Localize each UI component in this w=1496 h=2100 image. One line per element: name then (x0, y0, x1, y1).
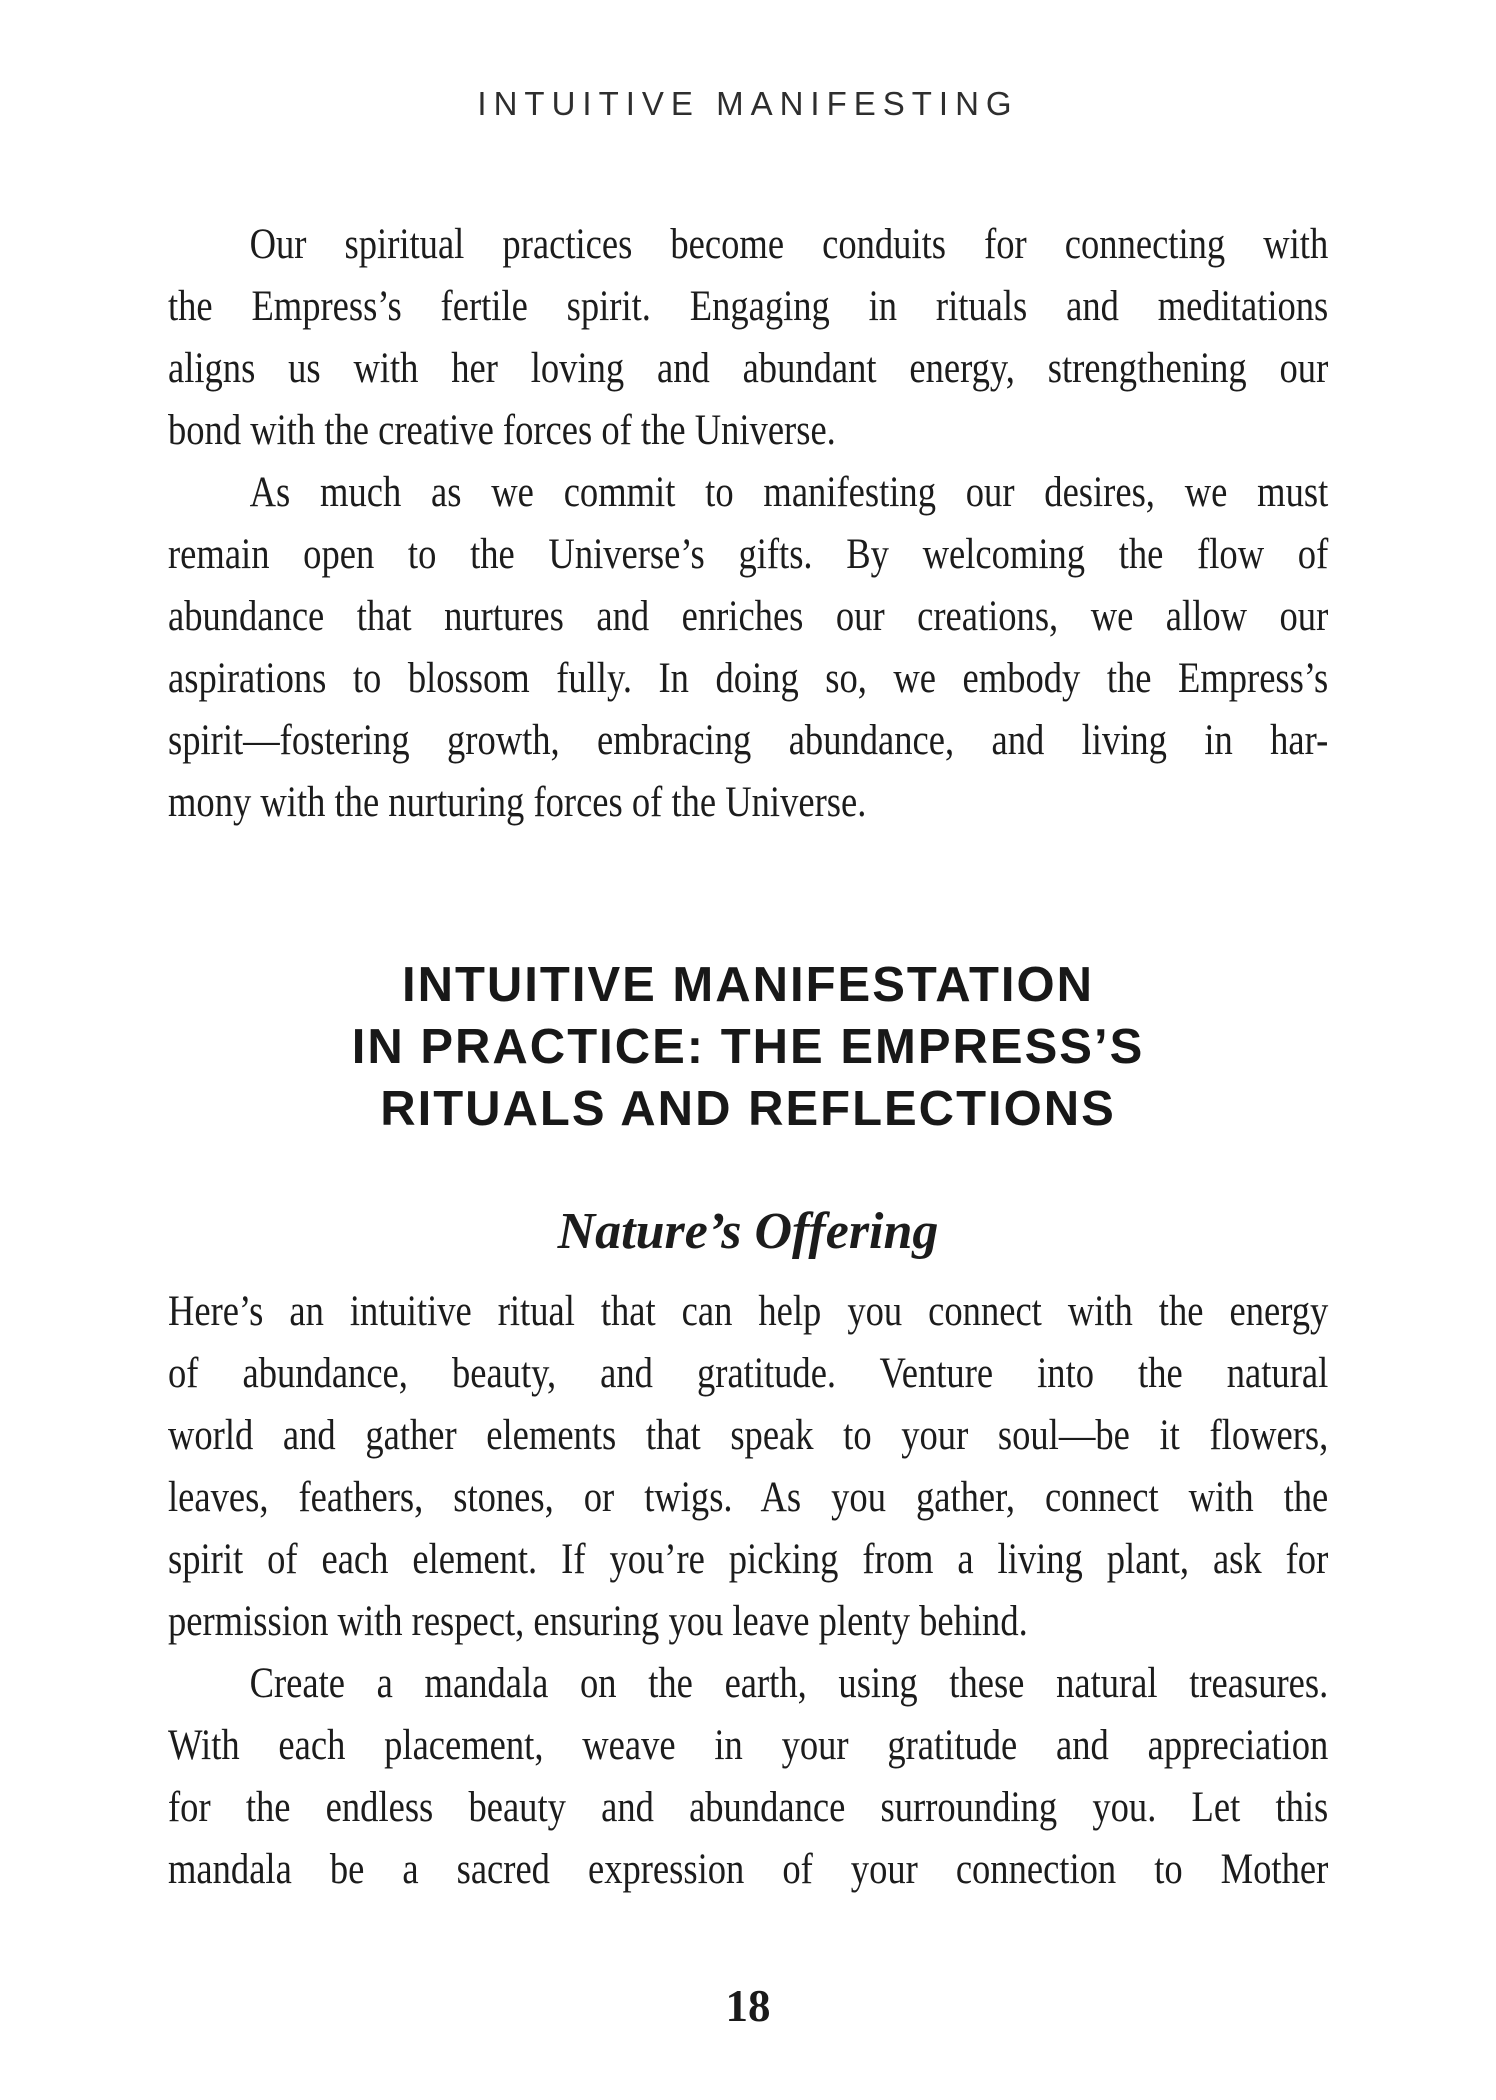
text-line: aspirations to blossom fully. In doing so, we embody the Empress’s (168, 655, 1329, 702)
body-text-top (168, 214, 1328, 834)
text-line: for the endless beauty and abundance surrounding you. Let this (168, 1784, 1329, 1831)
text-line: permission with respect, ensuring you leave plenty behind. (168, 1598, 1028, 1645)
paragraph (168, 214, 1328, 462)
text-line: remain open to the Universe’s gifts. By welcoming the flow of (168, 531, 1329, 578)
section-heading (0, 954, 1496, 1140)
text-line: Here’s an intuitive ritual that can help you connect with the energy (168, 1288, 1329, 1335)
paragraph (168, 1653, 1328, 1901)
text-line: With each placement, weave in your gratitude and appreciation (168, 1722, 1329, 1769)
body-text-bottom-lines (168, 1281, 1328, 1901)
text-line: As much as we commit to manifesting our desires, we must (249, 469, 1329, 516)
paragraph (168, 1281, 1328, 1653)
text-line: Our spiritual practices become conduits for connecting with (249, 221, 1329, 268)
subsection-heading: Nature’s Offering (557, 1203, 939, 1260)
body-text-top-lines (168, 214, 1328, 834)
text-line: the Empress’s fertile spirit. Engaging in rituals and meditations (168, 283, 1329, 330)
running-header: INTUITIVE MANIFESTING (477, 85, 1019, 122)
section-heading-line: IN PRACTICE: THE EMPRESS’S (351, 1020, 1145, 1074)
text-line: spirit of each element. If you’re picking from a living plant, ask for (168, 1536, 1329, 1583)
section-heading-line: INTUITIVE MANIFESTATION (401, 958, 1095, 1012)
body-text-bottom (168, 1281, 1328, 1901)
paragraph (168, 462, 1328, 834)
text-line: of abundance, beauty, and gratitude. Venture into the natural (168, 1350, 1329, 1397)
text-line: mandala be a sacred expression of your connection to Mother (168, 1846, 1329, 1893)
page-number: 18 (725, 1981, 771, 2031)
text-line: leaves, feathers, stones, or twigs. As you gather, connect with the (168, 1474, 1329, 1521)
text-line: world and gather elements that speak to your soul—be it flowers, (168, 1412, 1329, 1459)
text-line: mony with the nurturing forces of the Universe. (168, 779, 867, 826)
text-line: spirit—fostering growth, embracing abundance, and living in har- (168, 717, 1329, 764)
section-heading-line: RITUALS AND REFLECTIONS (380, 1082, 1116, 1136)
text-line: bond with the creative forces of the Universe. (168, 407, 836, 454)
text-line: aligns us with her loving and abundant energy, strengthening our (168, 345, 1329, 392)
text-line: Create a mandala on the earth, using these natural treasures. (249, 1660, 1329, 1707)
text-line: abundance that nurtures and enriches our creations, we allow our (168, 593, 1329, 640)
